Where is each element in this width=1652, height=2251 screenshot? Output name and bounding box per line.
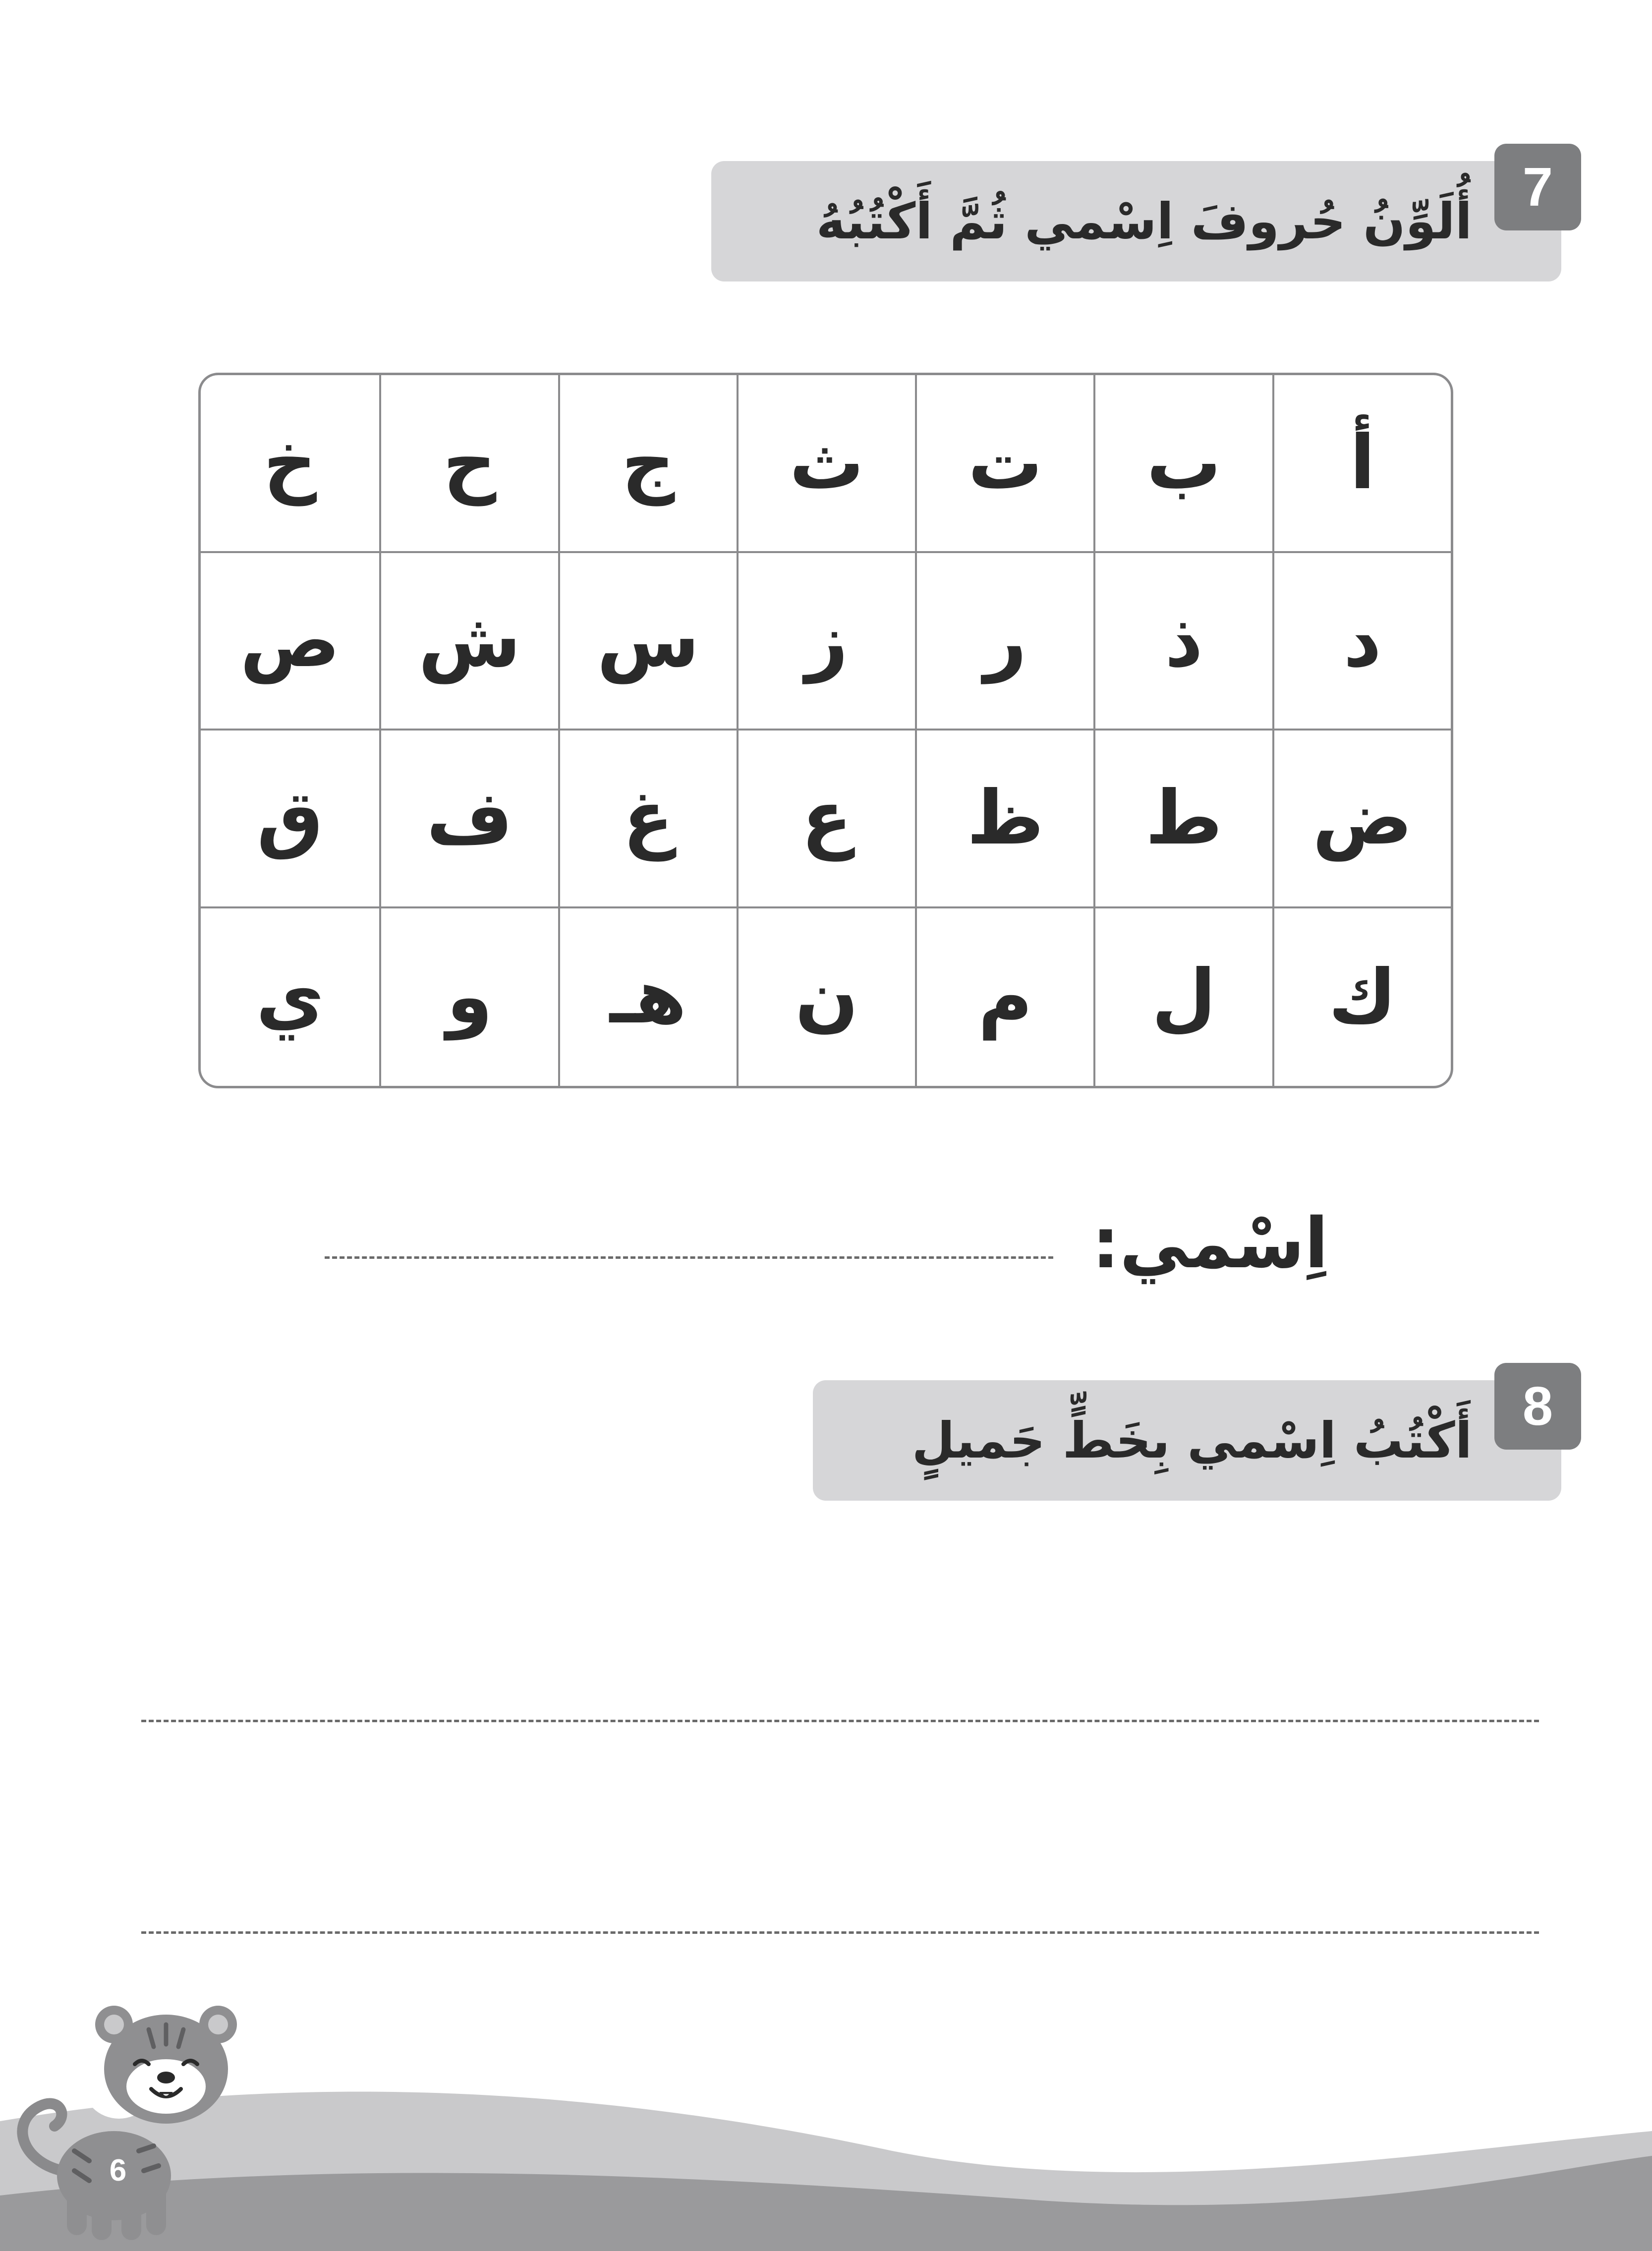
letter-cell[interactable]: خ — [201, 375, 379, 553]
letter-cell[interactable]: ل — [1093, 908, 1272, 1086]
instruction-banner-8 — [813, 1380, 1561, 1501]
letter-cell[interactable]: ع — [737, 731, 915, 908]
letter-cell[interactable]: ص — [201, 553, 379, 731]
letter-cell[interactable]: س — [558, 553, 737, 731]
letter-cell[interactable]: ط — [1093, 731, 1272, 908]
handwriting-line-1[interactable] — [141, 1720, 1539, 1722]
letter-cell[interactable]: ب — [1093, 375, 1272, 553]
letter-cell[interactable]: ظ — [915, 731, 1093, 908]
letter-cell[interactable]: ك — [1272, 908, 1451, 1086]
letter-cell[interactable]: ذ — [1093, 553, 1272, 731]
letter-cell[interactable]: ث — [737, 375, 915, 553]
letter-cell[interactable]: غ — [558, 731, 737, 908]
instruction-text-7: أُلَوِّنُ حُروفَ اِسْمي ثُمَّ أَكْتُبُهُ — [816, 192, 1472, 250]
letter-cell[interactable]: د — [1272, 553, 1451, 731]
letter-cell[interactable]: ز — [737, 553, 915, 731]
letter-cell[interactable]: هـ — [558, 908, 737, 1086]
letter-cell[interactable]: ج — [558, 375, 737, 553]
letter-cell[interactable]: ف — [379, 731, 558, 908]
letter-cell[interactable]: ر — [915, 553, 1093, 731]
instruction-banner-7 — [711, 161, 1561, 281]
letter-cell[interactable]: ت — [915, 375, 1093, 553]
letter-cell[interactable]: ي — [256, 954, 324, 1040]
letter-cell[interactable]: ض — [1272, 731, 1451, 908]
page-number: 6 — [109, 2153, 127, 2188]
instruction-text-8: أَكْتُبُ اِسْمي بِخَطٍّ جَميلٍ — [911, 1411, 1472, 1469]
letter-cell[interactable]: م — [915, 908, 1093, 1086]
alphabet-grid-cells — [201, 375, 1451, 1086]
letter-cell[interactable]: ن — [737, 908, 915, 1086]
letter-cell[interactable]: ق — [201, 731, 379, 908]
tiger-cub-icon — [0, 2002, 258, 2250]
handwriting-line-2[interactable] — [141, 1931, 1539, 1934]
letter-cell[interactable]: أ — [1272, 375, 1451, 553]
letter-cell[interactable]: و — [379, 908, 558, 1086]
name-label: اِسْمي: — [1091, 1203, 1328, 1284]
letter-cell[interactable]: ش — [379, 553, 558, 731]
letter-cell[interactable]: ح — [379, 375, 558, 553]
alphabet-grid — [198, 373, 1453, 1088]
exercise-number-7: 7 — [1494, 144, 1581, 230]
exercise-number-8: 8 — [1494, 1363, 1581, 1450]
name-writing-line[interactable] — [325, 1256, 1053, 1259]
